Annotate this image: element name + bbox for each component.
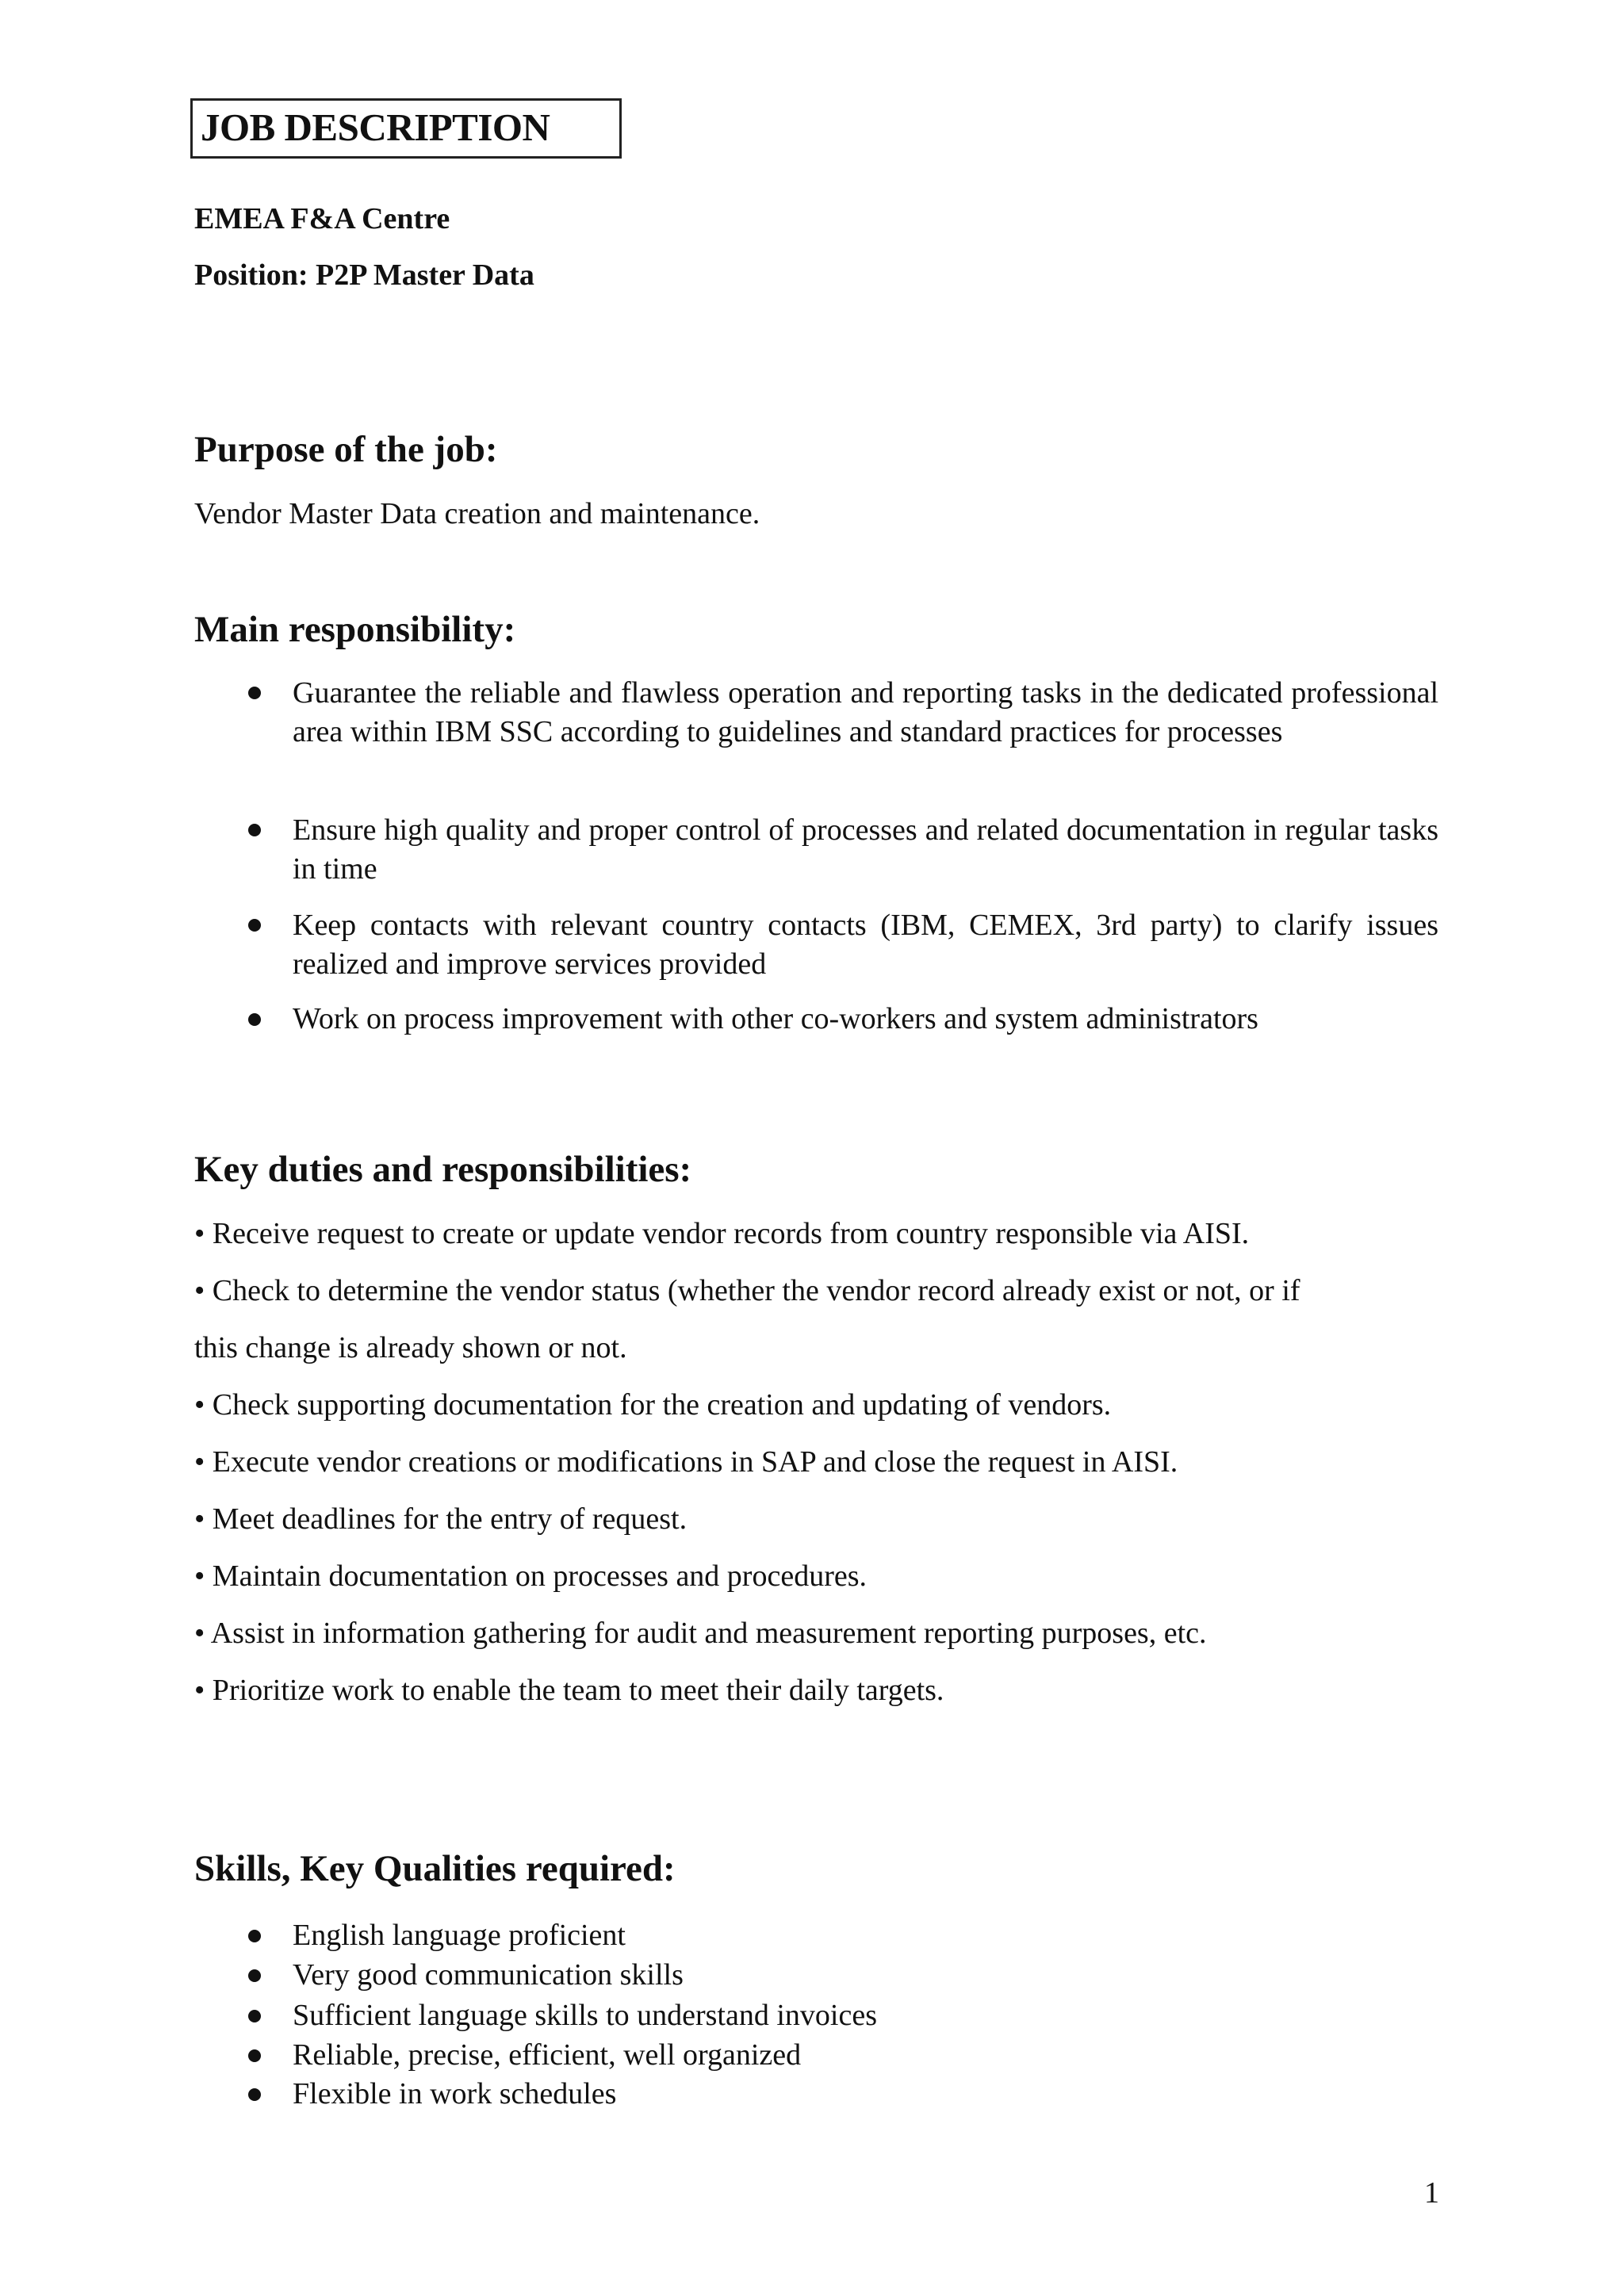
list-item: • Check to determine the vendor status (whether the vendor record already exist or not, or if xyxy=(194,1274,1300,1307)
bullet-icon xyxy=(248,1930,261,1942)
list-item: • Meet deadlines for the entry of request. xyxy=(194,1502,688,1536)
list-item: • Maintain documentation on processes and procedures. xyxy=(194,1559,868,1593)
page-number: 1 xyxy=(1424,2176,1439,2210)
organization-label: EMEA F&A Centre xyxy=(194,202,450,235)
bullet-icon xyxy=(248,1969,261,1982)
list-item: • Prioritize work to enable the team to meet their daily targets. xyxy=(194,1674,944,1707)
skills-heading: Skills, Key Qualities required: xyxy=(194,1848,676,1889)
list-item: • Receive request to create or update vendor records from country responsible via AISI. xyxy=(194,1217,1250,1250)
list-item-text: Ensure high quality and proper control of processes and related documentation in regular tasks in time xyxy=(293,813,1438,886)
bullet-icon xyxy=(248,2010,261,2022)
document-title: JOB DESCRIPTION xyxy=(201,105,550,149)
list-item-text: Guarantee the reliable and flawless operation and reporting tasks in the dedicated professional area within IBM SSC according to guidelines and standard practices for processes xyxy=(293,676,1438,748)
list-item-text: Work on process improvement with other co-workers and system administrators xyxy=(293,1002,1258,1035)
list-item-text: Reliable, precise, efficient, well organized xyxy=(293,2038,802,2072)
purpose-heading: Purpose of the job: xyxy=(194,429,498,470)
list-item-text: Flexible in work schedules xyxy=(293,2077,617,2110)
bullet-icon xyxy=(248,2049,261,2062)
bullet-icon xyxy=(248,2088,261,2101)
bullet-icon xyxy=(248,1013,261,1026)
position-label: Position: P2P Master Data xyxy=(194,258,534,292)
list-item: this change is already shown or not. xyxy=(194,1331,627,1364)
bullet-icon xyxy=(248,824,261,836)
list-item: • Execute vendor creations or modifications in SAP and close the request in AISI. xyxy=(194,1445,1178,1479)
list-item: • Check supporting documentation for the creation and updating of vendors. xyxy=(194,1388,1112,1422)
bullet-icon xyxy=(248,919,261,932)
list-item-text: Keep contacts with relevant country contacts (IBM, CEMEX, 3rd party) to clarify issues realized and improve services provided xyxy=(293,909,1438,981)
list-item-text: Sufficient language skills to understand invoices xyxy=(293,1999,877,2032)
list-item: • Assist in information gathering for audit and measurement reporting purposes, etc. xyxy=(194,1617,1207,1650)
main-responsibility-heading: Main responsibility: xyxy=(194,609,516,650)
list-item-text: Very good communication skills xyxy=(293,1958,684,1992)
bullet-icon xyxy=(248,687,261,699)
key-duties-heading: Key duties and responsibilities: xyxy=(194,1149,692,1190)
list-item-text: English language proficient xyxy=(293,1919,626,1952)
purpose-text: Vendor Master Data creation and maintenance. xyxy=(194,497,760,530)
